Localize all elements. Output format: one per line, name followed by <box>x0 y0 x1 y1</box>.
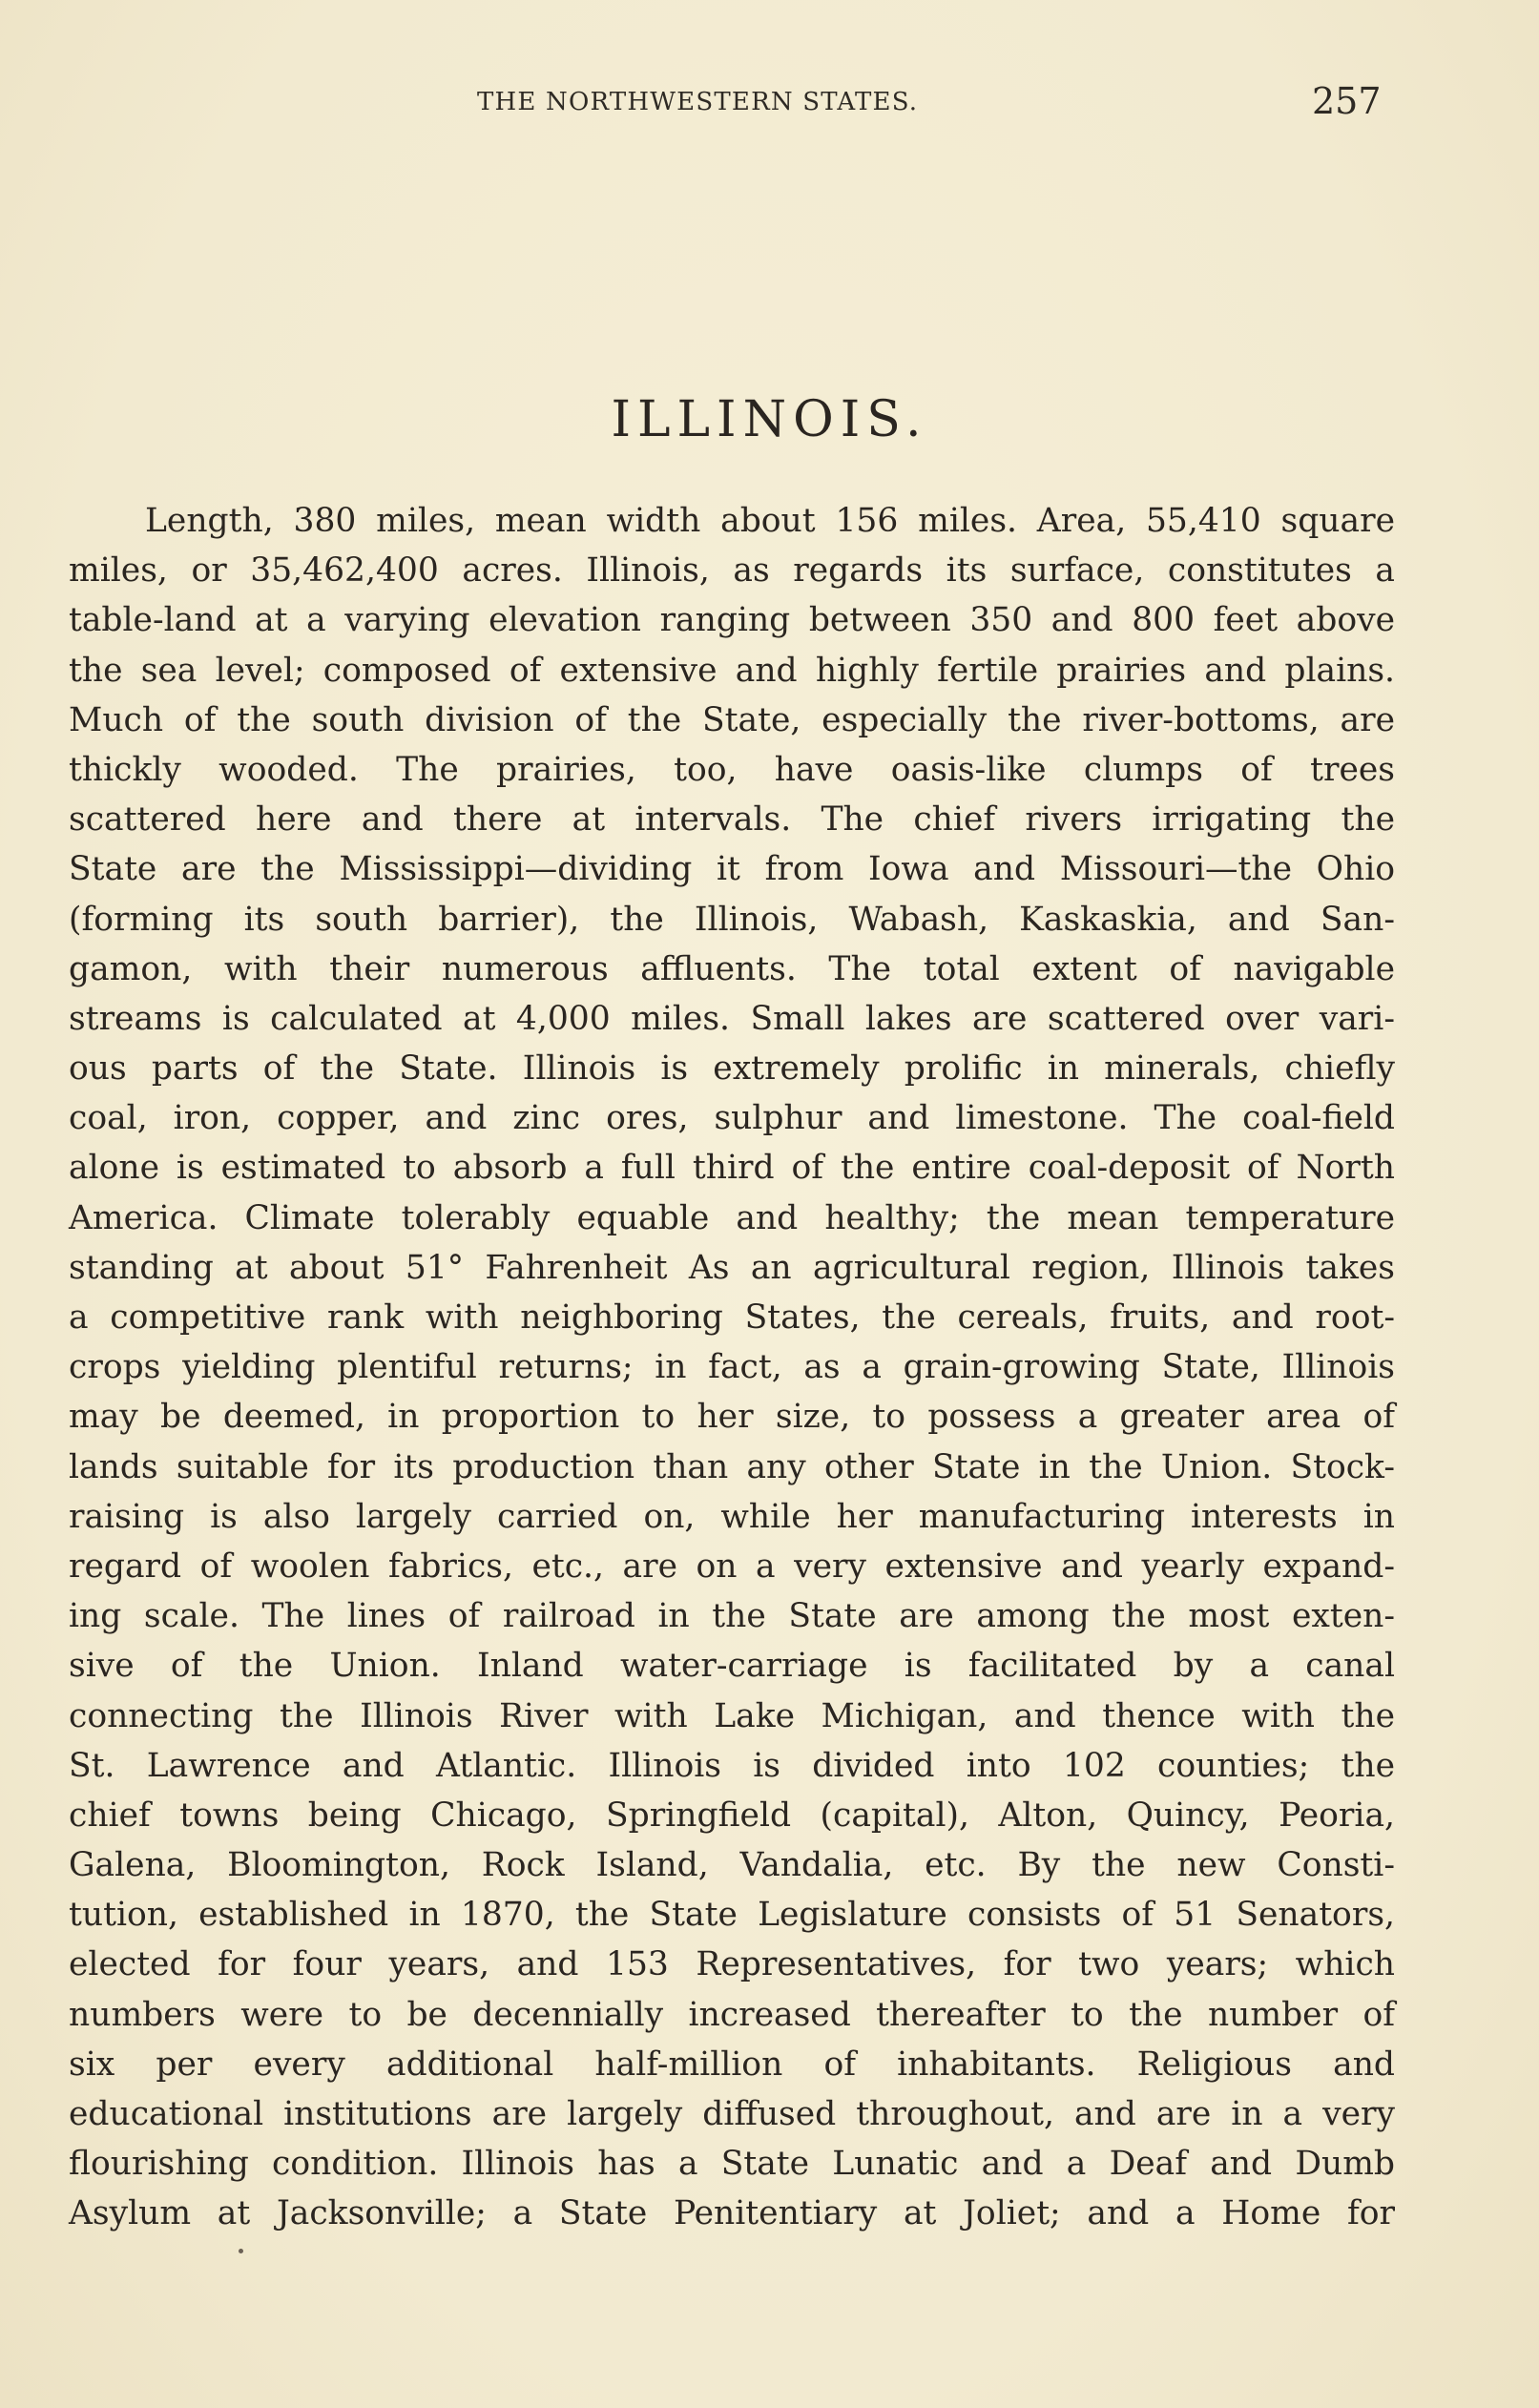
body-paragraph <box>69 496 1395 2239</box>
text-line: (forming its south barrier), the Illinois, Wabash, Kaskaskia, and San- <box>69 900 1395 939</box>
text-line: elected for four years, and 153 Representatives, for two years; which <box>69 1945 1395 1984</box>
text-line: ous parts of the State. Illinois is extremely prolific in minerals, chiefly <box>69 1049 1395 1089</box>
text-line: a competitive rank with neighboring States, the cereals, fruits, and root- <box>69 1298 1395 1337</box>
text-line: raising is also largely carried on, while her manufacturing interests in <box>69 1497 1395 1536</box>
ink-speck <box>239 2249 243 2253</box>
text-line: Length, 380 miles, mean width about 156 miles. Area, 55,410 square <box>145 502 1395 540</box>
text-line: streams is calculated at 4,000 miles. Small lakes are scattered over vari- <box>69 999 1395 1038</box>
text-line: sive of the Union. Inland water-carriage is facilitated by a canal <box>69 1647 1395 1686</box>
text-line: standing at about 51° Fahrenheit As an agricultural region, Illinois takes <box>69 1248 1395 1287</box>
text-line: Much of the south division of the State, especially the river-bottoms, are <box>69 700 1395 739</box>
page-number: 257 <box>1312 80 1382 122</box>
running-head: THE NORTHWESTERN STATES. <box>477 88 919 116</box>
text-line: miles, or 35,462,400 acres. Illinois, as regards its surface, constitutes a <box>69 551 1395 591</box>
text-line: regard of woolen fabrics, etc., are on a very extensive and yearly expand- <box>69 1547 1395 1586</box>
text-line: gamon, with their numerous affluents. The total extent of navigable <box>69 949 1395 988</box>
text-line: Galena, Bloomington, Rock Island, Vandalia, etc. By the new Consti- <box>69 1846 1395 1885</box>
text-line: flourishing condition. Illinois has a State Lunatic and a Deaf and Dumb <box>69 2145 1395 2184</box>
text-line: chief towns being Chicago, Springfield (capital), Alton, Quincy, Peoria, <box>69 1796 1395 1835</box>
text-line: six per every additional half-million of inhabitants. Religious and <box>69 2045 1395 2084</box>
text-line: table-land at a varying elevation ranging between 350 and 800 feet above <box>69 601 1395 640</box>
text-line: America. Climate tolerably equable and healthy; the mean temperature <box>69 1198 1395 1237</box>
text-line: thickly wooded. The prairies, too, have oasis-like clumps of trees <box>69 750 1395 789</box>
text-line: may be deemed, in proportion to her size, to possess a greater area of <box>69 1398 1395 1437</box>
text-line: alone is estimated to absorb a full third of the entire coal-deposit of North <box>69 1149 1395 1188</box>
text-line: St. Lawrence and Atlantic. Illinois is divided into 102 counties; the <box>69 1746 1395 1785</box>
text-line: scattered here and there at intervals. The chief rivers irrigating the <box>69 800 1395 840</box>
text-line: coal, iron, copper, and zinc ores, sulphur and limestone. The coal-field <box>69 1099 1395 1138</box>
text-line: tution, established in 1870, the State Legislature consists of 51 Senators, <box>69 1896 1395 1935</box>
text-line: educational institutions are largely diffused throughout, and are in a very <box>69 2095 1395 2133</box>
text-line: crops yielding plentiful returns; in fact, as a grain-growing State, Illinois <box>69 1348 1395 1387</box>
text-line: ing scale. The lines of railroad in the State are among the most exten- <box>69 1597 1395 1636</box>
text-line: connecting the Illinois River with Lake Michigan, and thence with the <box>69 1696 1395 1735</box>
text-line: numbers were to be decennially increased thereafter to the number of <box>69 1995 1395 2034</box>
text-line: Asylum at Jacksonville; a State Penitentiary at Joliet; and a Home for <box>69 2194 1395 2233</box>
text-line: State are the Mississippi—dividing it from Iowa and Missouri—the Ohio <box>69 850 1395 889</box>
section-title: ILLINOIS. <box>611 391 928 448</box>
text-line: the sea level; composed of extensive and highly fertile prairies and plains. <box>69 651 1395 690</box>
text-line: lands suitable for its production than any other State in the Union. Stock- <box>69 1447 1395 1486</box>
